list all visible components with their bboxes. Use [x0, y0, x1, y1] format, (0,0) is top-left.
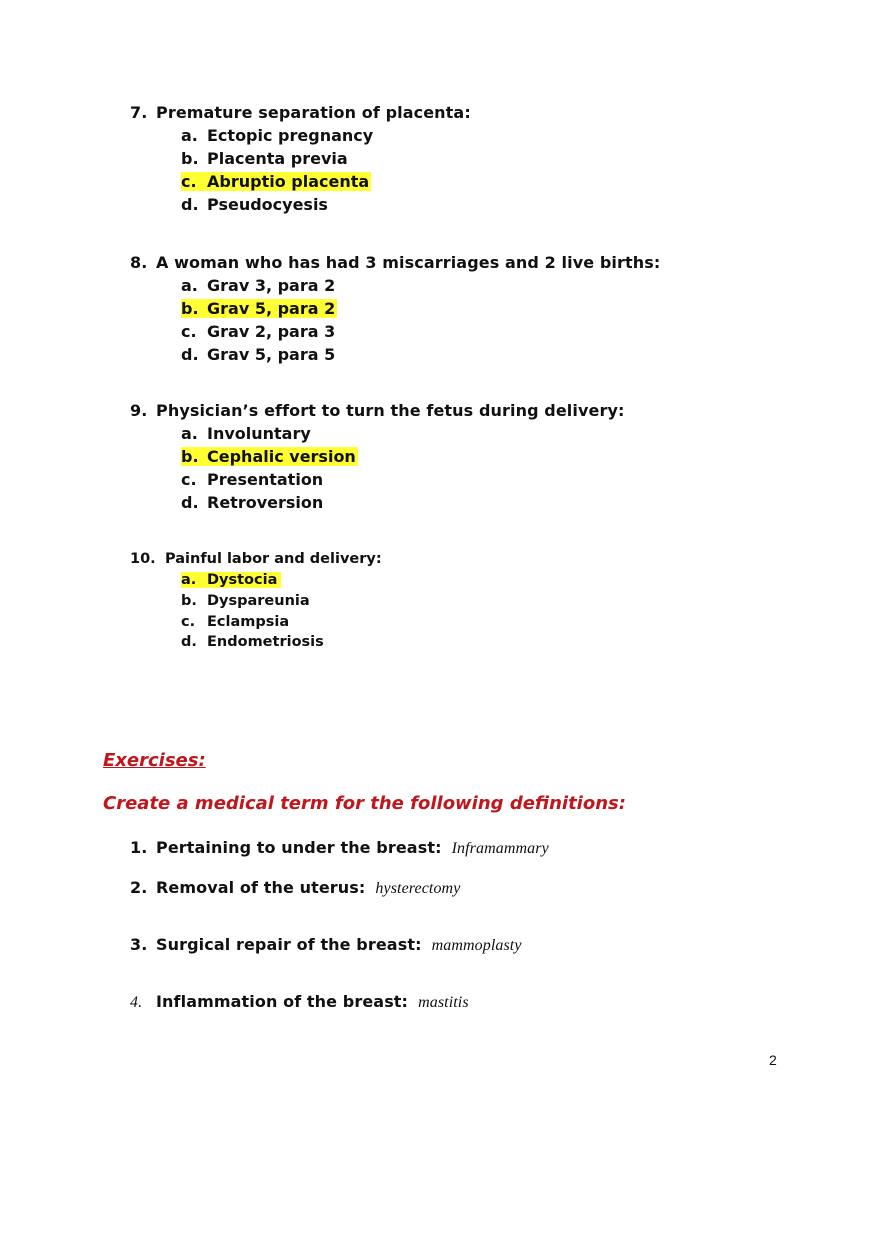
exercises-heading: Exercises: [103, 750, 206, 771]
option-letter: a. [181, 276, 198, 295]
option-text: Grav 5, para 2 [207, 299, 336, 318]
option-text: Endometriosis [207, 634, 324, 650]
option-9a [181, 424, 311, 443]
exercise-number: 3. [130, 935, 148, 954]
option-text: Ectopic pregnancy [207, 126, 374, 145]
exercise-answer: mastitis [418, 994, 469, 1011]
question-7 [130, 103, 471, 122]
option-10a-highlighted [181, 572, 281, 588]
option-letter: c. [181, 322, 197, 341]
option-letter: d. [181, 195, 199, 214]
option-text: Dyspareunia [207, 593, 310, 609]
option-text: Grav 3, para 2 [207, 276, 336, 295]
option-letter: c. [181, 614, 196, 630]
option-text: Pseudocyesis [207, 195, 328, 214]
option-text: Presentation [207, 470, 324, 489]
exercise-answer: hysterectomy [375, 880, 461, 897]
question-number: 9. [130, 401, 148, 420]
answer-highlight [181, 299, 337, 318]
exercise-1 [130, 838, 549, 858]
answer-highlight [181, 447, 358, 466]
option-9d [181, 493, 323, 512]
option-text: Cephalic version [207, 447, 356, 466]
option-letter: d. [181, 345, 199, 364]
exercise-prompt: Surgical repair of the breast: [156, 935, 422, 954]
option-text: Retroversion [207, 493, 324, 512]
option-text: Eclampsia [207, 614, 290, 630]
question-text: Premature separation of placenta: [156, 103, 471, 122]
option-9b-highlighted [181, 447, 358, 466]
option-10d [181, 634, 324, 650]
option-letter: c. [181, 172, 197, 191]
option-8c [181, 322, 335, 341]
exercise-4 [130, 992, 469, 1012]
option-8b-highlighted [181, 299, 337, 318]
exercise-answer: Inframammary [451, 840, 549, 857]
exercise-prompt: Pertaining to under the breast: [156, 838, 442, 857]
option-letter: b. [181, 593, 197, 609]
question-text: Painful labor and delivery: [165, 551, 382, 567]
option-letter: a. [181, 572, 197, 588]
option-8d [181, 345, 335, 364]
option-letter: a. [181, 126, 198, 145]
exercise-3 [130, 935, 522, 955]
option-text: Grav 5, para 5 [207, 345, 336, 364]
option-8a [181, 276, 335, 295]
page-number: 2 [769, 1052, 777, 1068]
option-letter: d. [181, 493, 199, 512]
exercise-2 [130, 878, 460, 898]
question-text: Physician’s effort to turn the fetus during delivery: [156, 401, 625, 420]
question-10 [130, 551, 382, 567]
option-letter: b. [181, 149, 199, 168]
option-10b [181, 593, 310, 609]
exercise-prompt: Removal of the uterus: [156, 878, 366, 897]
exercise-number: 1. [130, 838, 148, 857]
option-10c [181, 614, 289, 630]
question-8 [130, 253, 660, 272]
option-letter: a. [181, 424, 198, 443]
option-7a [181, 126, 373, 145]
option-text: Grav 2, para 3 [207, 322, 336, 341]
exercise-number: 4. [130, 994, 143, 1011]
option-text: Placenta previa [207, 149, 348, 168]
exercise-prompt: Inflammation of the breast: [156, 992, 409, 1011]
option-text: Dystocia [207, 572, 278, 588]
option-letter: b. [181, 447, 199, 466]
answer-highlight [181, 172, 371, 191]
exercises-subheading: Create a medical term for the following definitions: [103, 793, 626, 814]
option-9c [181, 470, 323, 489]
answer-highlight [181, 572, 281, 588]
question-9 [130, 401, 624, 420]
option-text: Abruptio placenta [207, 172, 370, 191]
option-7d [181, 195, 328, 214]
exercise-answer: mammoplasty [431, 937, 522, 954]
question-number: 7. [130, 103, 148, 122]
option-letter: d. [181, 634, 197, 650]
option-7b [181, 149, 348, 168]
exercise-number: 2. [130, 878, 148, 897]
option-7c-highlighted [181, 172, 371, 191]
option-letter: c. [181, 470, 197, 489]
option-text: Involuntary [207, 424, 311, 443]
question-text: A woman who has had 3 miscarriages and 2 live births: [156, 253, 661, 272]
option-letter: b. [181, 299, 199, 318]
question-number: 8. [130, 253, 148, 272]
question-number: 10. [130, 551, 156, 567]
